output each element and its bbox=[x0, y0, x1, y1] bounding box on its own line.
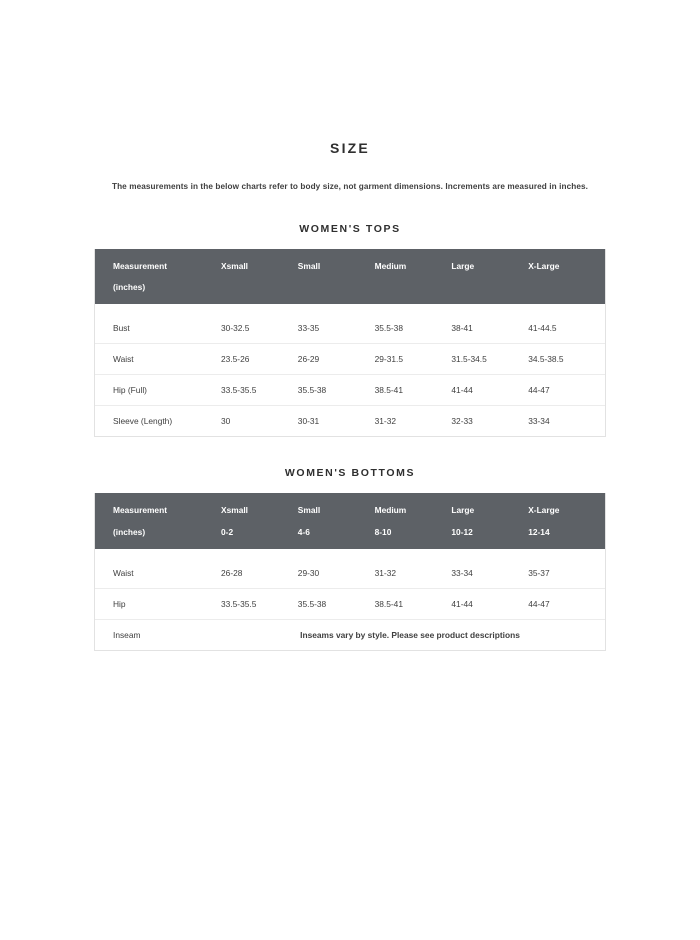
column-header-sub: 4-6 bbox=[297, 526, 310, 537]
column-header-label: Large bbox=[451, 261, 475, 271]
column-header-sub: 0-2 bbox=[221, 526, 234, 537]
row-cell: 44-47 bbox=[528, 588, 605, 619]
column-header-sub: (inches) bbox=[113, 526, 146, 537]
column-header-label: Medium bbox=[374, 261, 407, 271]
column-header-sub: 10-12 bbox=[451, 526, 473, 537]
row-cell: 38.5-41 bbox=[375, 588, 452, 619]
column-header-label: X-Large bbox=[528, 505, 560, 516]
inseam-note: Inseams vary by style. Please see product descriptions bbox=[300, 629, 520, 640]
row-label: Hip bbox=[95, 588, 221, 619]
column-header-label: X-Large bbox=[528, 261, 560, 271]
row-label: Waist bbox=[95, 344, 221, 375]
row-cell: 29-30 bbox=[298, 558, 375, 589]
column-header-label: Small bbox=[297, 261, 321, 271]
row-cell: 29-31.5 bbox=[375, 344, 452, 375]
row-label: Inseam bbox=[113, 629, 141, 640]
row-cell: 35.5-38 bbox=[375, 313, 452, 344]
womens-bottoms-table-body bbox=[95, 549, 605, 650]
row-cell: 30-31 bbox=[297, 416, 320, 427]
table-spacer-row bbox=[95, 304, 605, 313]
row-cell: 33.5-35.5 bbox=[221, 588, 298, 619]
row-cell: 35.5-38 bbox=[298, 588, 375, 619]
row-cell: 26-28 bbox=[221, 558, 298, 589]
column-header-medium bbox=[375, 249, 452, 304]
column-header-medium bbox=[375, 493, 452, 548]
row-cell: 35.5-38 bbox=[298, 375, 375, 406]
womens-bottoms-table-wrapper bbox=[94, 493, 606, 650]
column-header-xsmall bbox=[221, 249, 298, 304]
row-cell: 41-44 bbox=[451, 588, 528, 619]
table-row bbox=[95, 558, 605, 589]
row-label: Waist bbox=[95, 558, 221, 589]
intro-text: The measurements in the below charts refer to body size, not garment dimensions. Increments are measured in inches. bbox=[111, 182, 589, 191]
row-cell: 32-33 bbox=[451, 416, 473, 427]
column-header-large bbox=[451, 249, 528, 304]
row-cell: 41-44.5 bbox=[528, 313, 605, 344]
row-cell: 30 bbox=[221, 416, 231, 427]
row-cell: 23.5-26 bbox=[221, 344, 298, 375]
row-cell: 38-41 bbox=[451, 313, 528, 344]
column-header-sub: 8-10 bbox=[374, 526, 392, 537]
row-cell: 34.5-38.5 bbox=[528, 344, 605, 375]
row-cell: 30-32.5 bbox=[221, 313, 298, 344]
womens-tops-table-body bbox=[95, 304, 605, 436]
womens-bottoms-table bbox=[95, 493, 605, 649]
column-header-label: Medium bbox=[374, 505, 407, 516]
table-row bbox=[95, 344, 605, 375]
column-header-label: Measurement bbox=[113, 261, 167, 271]
row-cell: 33-34 bbox=[451, 558, 528, 589]
table-row bbox=[95, 406, 605, 437]
row-cell: 33-34 bbox=[528, 416, 550, 427]
row-label: Sleeve (Length) bbox=[113, 416, 173, 427]
table-row-inseam bbox=[95, 619, 605, 650]
column-header-label: Xsmall bbox=[221, 261, 249, 271]
page-title: SIZE bbox=[330, 140, 370, 156]
column-header-sub: (inches) bbox=[113, 282, 146, 293]
size-chart-page bbox=[0, 140, 700, 940]
table-row bbox=[95, 588, 605, 619]
column-header-xsmall bbox=[221, 493, 298, 548]
row-cell: 26-29 bbox=[298, 344, 375, 375]
row-cell: 33-35 bbox=[298, 313, 375, 344]
column-header-small bbox=[298, 249, 375, 304]
column-header-measurement bbox=[95, 249, 221, 304]
row-cell: 31-32 bbox=[375, 558, 452, 589]
column-header-label: Measurement bbox=[113, 505, 167, 516]
womens-bottoms-heading: WOMEN'S BOTTOMS bbox=[284, 467, 416, 480]
column-header-xlarge bbox=[528, 493, 605, 548]
column-header-label: Xsmall bbox=[221, 505, 249, 516]
row-cell: 31.5-34.5 bbox=[451, 344, 528, 375]
row-cell: 44-47 bbox=[528, 375, 605, 406]
womens-tops-table-head bbox=[95, 249, 605, 304]
row-cell: 35-37 bbox=[528, 558, 605, 589]
column-header-large bbox=[451, 493, 528, 548]
column-header-label: Large bbox=[451, 505, 475, 516]
table-header-row bbox=[95, 493, 605, 548]
womens-tops-heading: WOMEN'S TOPS bbox=[299, 223, 401, 235]
column-header-sub: 12-14 bbox=[528, 526, 550, 537]
row-cell: 33.5-35.5 bbox=[221, 375, 298, 406]
table-header-row bbox=[95, 249, 605, 304]
table-spacer-row bbox=[95, 549, 605, 558]
column-header-measurement bbox=[95, 493, 221, 548]
column-header-small bbox=[298, 493, 375, 548]
row-label: Bust bbox=[95, 313, 221, 344]
womens-tops-table-wrapper bbox=[94, 249, 606, 437]
row-cell: 41-44 bbox=[451, 375, 528, 406]
womens-bottoms-table-head bbox=[95, 493, 605, 548]
table-row bbox=[95, 313, 605, 344]
row-cell: 38.5-41 bbox=[375, 375, 452, 406]
table-row bbox=[95, 375, 605, 406]
row-label: Hip (Full) bbox=[95, 375, 221, 406]
column-header-label: Small bbox=[297, 505, 321, 516]
row-cell: 31-32 bbox=[374, 416, 397, 427]
column-header-xlarge bbox=[528, 249, 605, 304]
womens-tops-table bbox=[95, 249, 605, 436]
